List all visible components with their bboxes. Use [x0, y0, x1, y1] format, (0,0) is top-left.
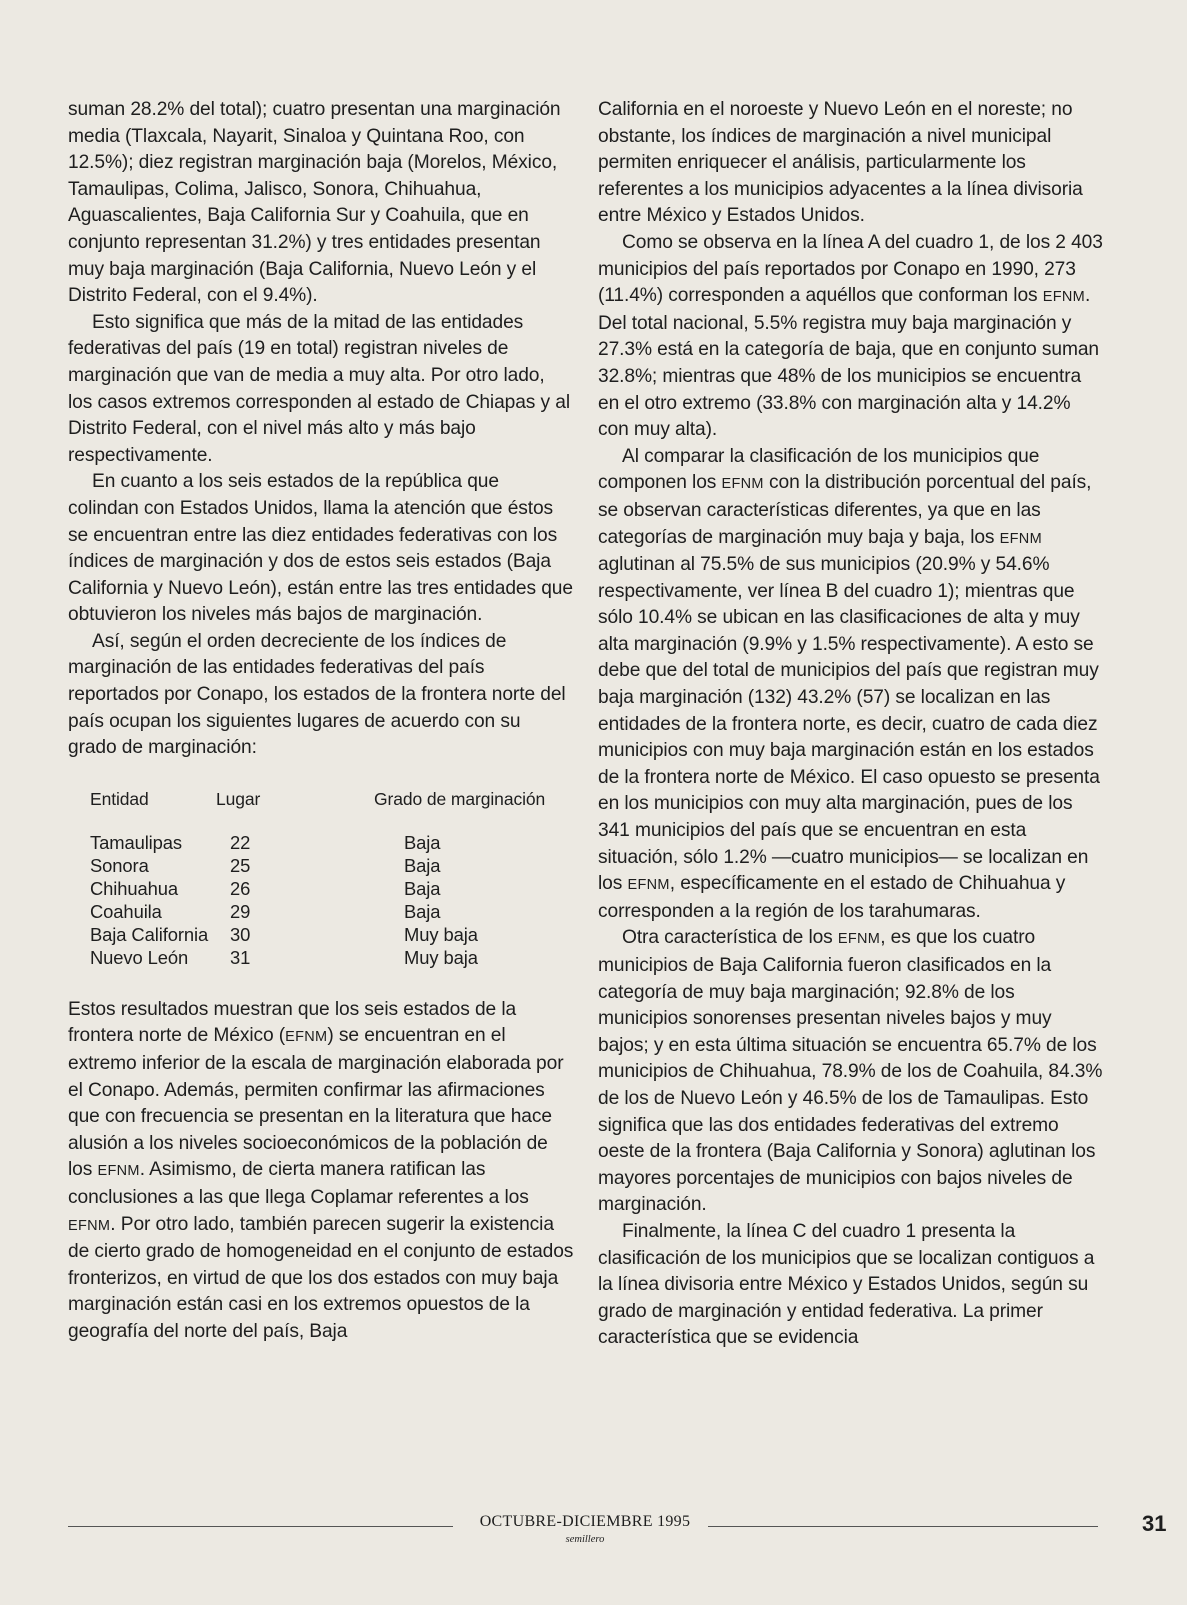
text-run: Estos resultados muestran que los seis estados de la frontera norte de México (: [68, 998, 517, 1047]
paragraph: [598, 230, 1104, 444]
text-run: . Por otro lado, también parecen sugerir la existencia de cierto grado de homogeneidad en el conjunto de estados fronterizos, en virtud de que los dos estados con muy baja marginación están casi en los extremos opuestos de la geografía del norte del país, Baja: [68, 1213, 574, 1342]
paragraph: California en el noroeste y Nuevo León en el noreste; no obstante, los índices de marginación a nivel municipal permiten enriquecer el análisis, particularmente los referentes a los municipios adyacentes a la línea divisoria entre México y Estados Unidos.: [598, 99, 1083, 227]
table-header-row: [90, 788, 574, 811]
footer-rule-left: [68, 1526, 453, 1527]
cell-entidad: Tamaulipas: [90, 831, 183, 853]
cell-lugar: 22: [230, 831, 251, 853]
text-run: . Del total nacional, 5.5% registra muy baja marginación y 27.3% está en la categoría de baja, que en conjunto suman 32.8%; mientras que 48% de los municipios se encuentra en el otro extremo (33.8% con marginación alta y 14.2% con muy alta).: [598, 285, 1099, 441]
text-run: , es que los cuatro municipios de Baja California fueron clasificados en la categoría de muy baja marginación; 92.8% de los municipios sonorenses presentan niveles bajos y muy bajos; y en esta última situación se encuentra 65.7% de los municipios de Chihuahua, 78.9% de los de Coahuila, 84.3% de los de Nuevo León y 46.5% de los de Tamaulipas. Esto significa que las dos entidades federativas del extremo oeste de la frontera (Baja California y Sonora) aglutinan los mayores porcentajes de municipios con bajos niveles de marginación.: [598, 927, 1103, 1216]
cell-entidad: Nuevo León: [90, 946, 189, 968]
abbreviation: EFNM: [285, 1029, 328, 1046]
paragraph: suman 28.2% del total); cuatro presentan una marginación media (Tlaxcala, Nayarit, Sinaloa y Quintana Roo, con 12.5%); diez registran marginación baja (Morelos, México, Tamaulipas, Colima, Jalisco, Sonora, Chihuahua, Aguascalientes, Baja California Sur y Coahuila, que en conjunto representan 31.2%) y tres entidades presentan muy baja marginación (Baja California, Nuevo León y el Distrito Federal, con el 9.4%).: [68, 99, 561, 307]
abbreviation: EFNM: [68, 1217, 111, 1234]
cell-entidad: Sonora: [90, 854, 149, 876]
abbreviation: EFNM: [97, 1163, 140, 1180]
column-header: Entidad: [90, 788, 149, 809]
page-number: 31: [1142, 1511, 1167, 1536]
abbreviation: EFNM: [1042, 289, 1086, 306]
text-run: , específicamente en el estado de Chihuahua y corresponden a la región de los tarahumaras.: [598, 873, 1066, 922]
text-run: . Asimismo, de cierta manera ratifican las conclusiones a las que llega Coplamar referentes a los: [68, 1159, 529, 1208]
paragraph: [598, 444, 1104, 926]
table-row: [90, 831, 574, 854]
right-column: [598, 97, 1104, 1352]
issue-date: OCTUBRE-DICIEMBRE 1995: [479, 1513, 691, 1530]
left-column: [68, 97, 574, 1346]
abbreviation: EFNM: [721, 476, 764, 493]
cell-grado: Baja: [404, 900, 441, 922]
text-run: ) se encuentran en el extremo inferior de la escala de marginación elaborada por el Conapo. Además, permiten confirmar las afirmaciones que con frecuencia se presentan en la literatura que hace alusión a los niveles socioeconómicos de la población de los: [68, 1025, 564, 1181]
table-row: [90, 854, 574, 877]
text-run: con la distribución porcentual del país, se observan características diferentes, ya que en las categorías de marginación muy baja y baja, los: [598, 472, 1092, 548]
magazine-name: semillero: [565, 1534, 605, 1545]
text-run: aglutinan al 75.5% de sus municipios (20.9% y 54.6% respectivamente, ver línea B del cuadro 1); mientras que sólo 10.4% se ubican en las clasificaciones de alta y muy alta marginación (9.9% y 1.5% respectivamente). A esto se debe que del total de municipios del país que registran muy baja marginación (132) 43.2% (57) se localizan en las entidades de la frontera norte, es decir, cuatro de cada diez municipios con muy baja marginación están en los estados de la frontera norte de México. El caso opuesto se presenta en los municipios con muy alta marginación, pues de los 341 municipios del país que se encuentran en esta situación, sólo 1.2% —cuatro municipios— se localizan en los: [598, 554, 1100, 895]
paragraph: [598, 925, 1104, 1219]
cell-lugar: 30: [230, 923, 251, 945]
cell-entidad: Baja California: [90, 923, 209, 945]
abbreviation: EFNM: [627, 877, 670, 894]
cell-grado: Muy baja: [404, 946, 478, 968]
text-run: Otra característica de los: [622, 927, 838, 949]
cell-entidad: Chihuahua: [90, 877, 179, 899]
paragraph: [68, 997, 574, 1346]
cell-entidad: Coahuila: [90, 900, 162, 922]
table-row: [90, 877, 574, 900]
paragraph: Así, según el orden decreciente de los índices de marginación de las entidades federativas del país reportados por Conapo, los estados de la frontera norte del país ocupan los siguientes lugares de acuerdo con su grado de marginación:: [68, 630, 566, 759]
table-row: [90, 900, 574, 923]
cell-grado: Baja: [404, 854, 441, 876]
cell-lugar: 26: [230, 877, 251, 899]
table-row: [90, 946, 574, 969]
column-header: Lugar: [216, 788, 261, 809]
paragraph: En cuanto a los seis estados de la república que colindan con Estados Unidos, llama la atención que éstos se encuentran entre las diez entidades federativas con los índices de marginación y dos de estos seis estados (Baja California y Nuevo León), están entre las tres entidades que obtuvieron los niveles más bajos de marginación.: [68, 471, 573, 626]
table-row: [90, 923, 574, 946]
cell-lugar: 25: [230, 854, 251, 876]
cell-grado: Baja: [404, 877, 441, 899]
marginacion-table: [90, 788, 574, 969]
abbreviation: EFNM: [837, 931, 881, 948]
cell-grado: Baja: [404, 831, 441, 853]
abbreviation: EFNM: [999, 530, 1042, 547]
paragraph: Esto significa que más de la mitad de las entidades federativas del país (19 en total) registran niveles de marginación que van de media a muy alta. Por otro lado, los casos extremos corresponden al estado de Chiapas y al Distrito Federal, con el nivel más alto y más bajo respectivamente.: [68, 311, 570, 466]
cell-lugar: 31: [230, 946, 251, 968]
text-run: Como se observa en la línea A del cuadro 1, de los 2 403 municipios del país reportados por Conapo en 1990, 273 (11.4%) corresponden a aquéllos que conforman los: [598, 231, 1103, 307]
cell-grado: Muy baja: [404, 923, 478, 945]
column-header: Grado de marginación: [374, 788, 546, 809]
text-run: Al comparar la clasificación de los municipios que componen los: [598, 445, 1040, 494]
page-footer: [0, 1512, 1187, 1572]
paragraph: Finalmente, la línea C del cuadro 1 presenta la clasificación de los municipios que se localizan contiguos a la línea divisoria entre México y Estados Unidos, según su grado de marginación y entidad federativa. La primer característica que se evidencia: [598, 1220, 1095, 1349]
cell-lugar: 29: [230, 900, 251, 922]
footer-rule-right: [708, 1526, 1098, 1527]
